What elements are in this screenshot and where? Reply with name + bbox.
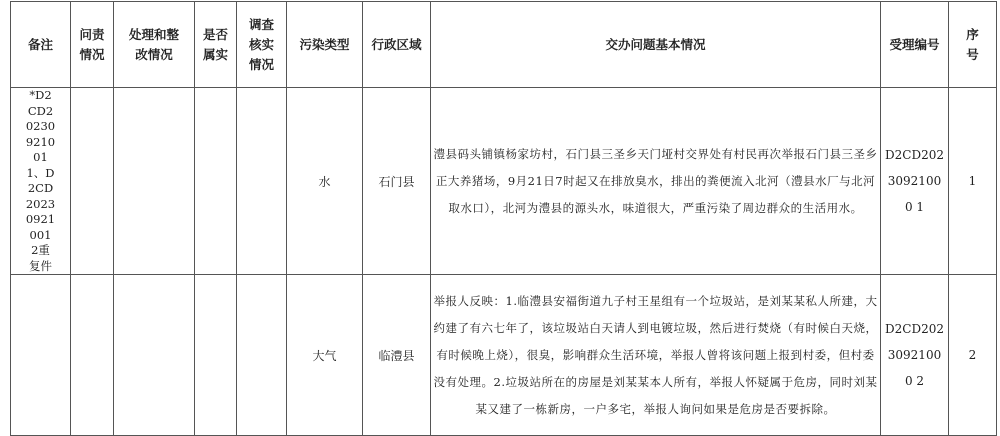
header-pollution-type: 污染类型 bbox=[287, 2, 363, 88]
cell-case-no: D2CD20230921000 1 bbox=[881, 88, 949, 275]
cell-accountability bbox=[71, 275, 114, 436]
cell-seq: 1 bbox=[949, 88, 997, 275]
header-verified: 是否属实 bbox=[195, 2, 237, 88]
header-row bbox=[11, 2, 997, 88]
header-handling: 处理和整改情况 bbox=[114, 2, 195, 88]
cell-district: 石门县 bbox=[363, 88, 431, 275]
cell-remark bbox=[11, 275, 71, 436]
cell-basic-info: 举报人反映：1.临澧县安福街道九子村王星组有一个垃圾站，是刘某某私人所建，大约建了有六七年了，该垃圾站白天请人到电镀垃圾，然后进行焚烧（有时候白天烧，有时候晚上烧），很臭，影响群众生活环境，举报人曾将该问题上报到村委，但村委没有处理。2.垃圾站所在的房屋是刘某某本人所有，举报人怀疑属于危房，同时刘某某又建了一栋新房，一户多宅，举报人询问如果是危房是否要拆除。 bbox=[431, 275, 881, 436]
table-row bbox=[11, 88, 997, 275]
cell-pollution-type: 水 bbox=[287, 88, 363, 275]
cell-verified bbox=[195, 88, 237, 275]
complaint-table bbox=[10, 1, 997, 436]
cell-investigation bbox=[237, 88, 287, 275]
cell-remark: *D2CD20230921001 1、D2CD20230921001 2重复件 bbox=[11, 88, 71, 275]
cell-pollution-type: 大气 bbox=[287, 275, 363, 436]
cell-investigation bbox=[237, 275, 287, 436]
cell-seq: 2 bbox=[949, 275, 997, 436]
header-remark: 备注 bbox=[11, 2, 71, 88]
cell-handling bbox=[114, 275, 195, 436]
cell-basic-info: 澧县码头铺镇杨家坊村，石门县三圣乡天门垭村交界处有村民再次举报石门县三圣乡正大养猪场，9月21日7时起又在排放臭水，排出的粪便流入北河（澧县水厂与北河取水口），北河为澧县的源头水，味道很大，严重污染了周边群众的生活用水。 bbox=[431, 88, 881, 275]
header-accountability: 问责情况 bbox=[71, 2, 114, 88]
header-case-no: 受理编号 bbox=[881, 2, 949, 88]
header-seq: 序号 bbox=[949, 2, 997, 88]
cell-district: 临澧县 bbox=[363, 275, 431, 436]
header-district: 行政区域 bbox=[363, 2, 431, 88]
cell-handling bbox=[114, 88, 195, 275]
cell-accountability bbox=[71, 88, 114, 275]
cell-verified bbox=[195, 275, 237, 436]
cell-case-no: D2CD20230921000 2 bbox=[881, 275, 949, 436]
header-investigation: 调查核实情况 bbox=[237, 2, 287, 88]
table-row bbox=[11, 275, 997, 436]
header-basic-info: 交办问题基本情况 bbox=[431, 2, 881, 88]
